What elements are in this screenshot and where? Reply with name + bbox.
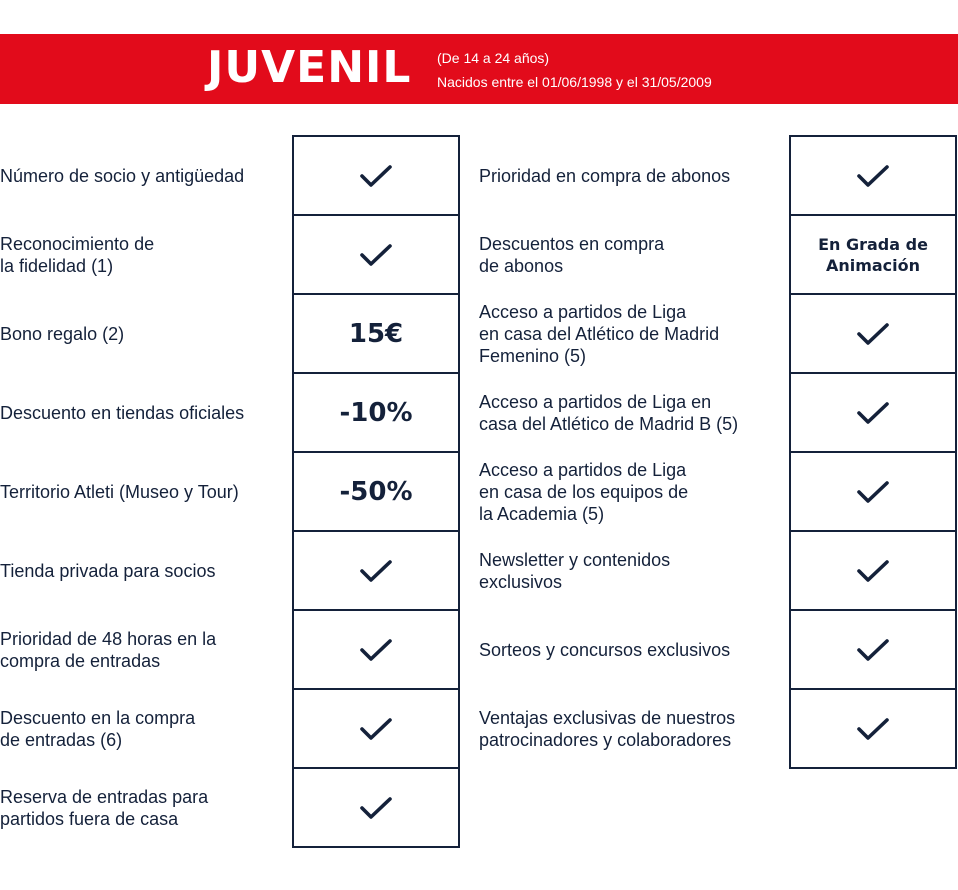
benefit-label: Prioridad en compra de abonos (479, 165, 731, 186)
checkmark-icon (856, 321, 890, 347)
checkmark-icon (359, 637, 393, 663)
benefit-label: Acceso a partidos de Liga en casa del Atlético de Madrid B (5) (479, 391, 739, 434)
checkmark-icon (359, 242, 393, 268)
benefit-cell (292, 609, 460, 690)
benefit-label: Reconocimiento de la fidelidad (1) (0, 233, 155, 276)
benefit-cell (292, 214, 460, 295)
benefit-cell (292, 372, 460, 453)
benefit-cell (789, 609, 957, 690)
benefit-cell (292, 767, 460, 848)
benefit-cell (789, 293, 957, 374)
benefit-cell (292, 135, 460, 216)
category-title: JUVENIL (207, 42, 412, 93)
benefit-cell (789, 214, 957, 295)
checkmark-icon (359, 795, 393, 821)
header-banner (0, 34, 958, 104)
benefit-value: -10% (339, 397, 413, 428)
benefit-cell (292, 451, 460, 532)
benefit-label: Prioridad de 48 horas en la compra de entradas (0, 628, 217, 671)
checkmark-icon (856, 716, 890, 742)
checkmark-icon (856, 558, 890, 584)
benefit-label: Tienda privada para socios (0, 560, 216, 581)
benefit-label: Bono regalo (2) (0, 323, 125, 344)
benefit-cell (789, 135, 957, 216)
benefit-cell (789, 451, 957, 532)
benefit-label: Descuento en tiendas oficiales (0, 402, 245, 423)
checkmark-icon (359, 716, 393, 742)
benefit-label: Descuento en la compra de entradas (6) (0, 707, 196, 750)
benefit-cell (789, 688, 957, 769)
checkmark-icon (856, 637, 890, 663)
benefit-label: Número de socio y antigüedad (0, 165, 245, 186)
benefit-label: Territorio Atleti (Museo y Tour) (0, 481, 239, 502)
benefit-cell (292, 688, 460, 769)
benefit-label: Descuentos en compra de abonos (479, 233, 665, 276)
benefit-value: En Grada de Animación (818, 234, 928, 275)
checkmark-icon (856, 163, 890, 189)
benefit-label: Ventajas exclusivas de nuestros patrocinadores y colaboradores (479, 707, 736, 750)
benefit-label: Acceso a partidos de Liga en casa del Atlético de Madrid Femenino (5) (479, 301, 720, 366)
benefit-cell (789, 530, 957, 611)
checkmark-icon (359, 163, 393, 189)
benefit-cell (292, 530, 460, 611)
checkmark-icon (359, 558, 393, 584)
benefit-label: Newsletter y contenidos exclusivos (479, 549, 671, 592)
benefit-label: Acceso a partidos de Liga en casa de los equipos de la Academia (5) (479, 459, 689, 524)
benefit-value: 15€ (348, 318, 404, 349)
age-range: (De 14 a 24 años) (437, 50, 550, 66)
benefit-value: -50% (339, 476, 413, 507)
benefit-cell (292, 293, 460, 374)
checkmark-icon (856, 400, 890, 426)
benefit-label: Sorteos y concursos exclusivos (479, 639, 731, 660)
checkmark-icon (856, 479, 890, 505)
birth-date-range: Nacidos entre el 01/06/1998 y el 31/05/2009 (437, 74, 712, 90)
benefit-label: Reserva de entradas para partidos fuera de casa (0, 786, 209, 829)
benefit-cell (789, 372, 957, 453)
